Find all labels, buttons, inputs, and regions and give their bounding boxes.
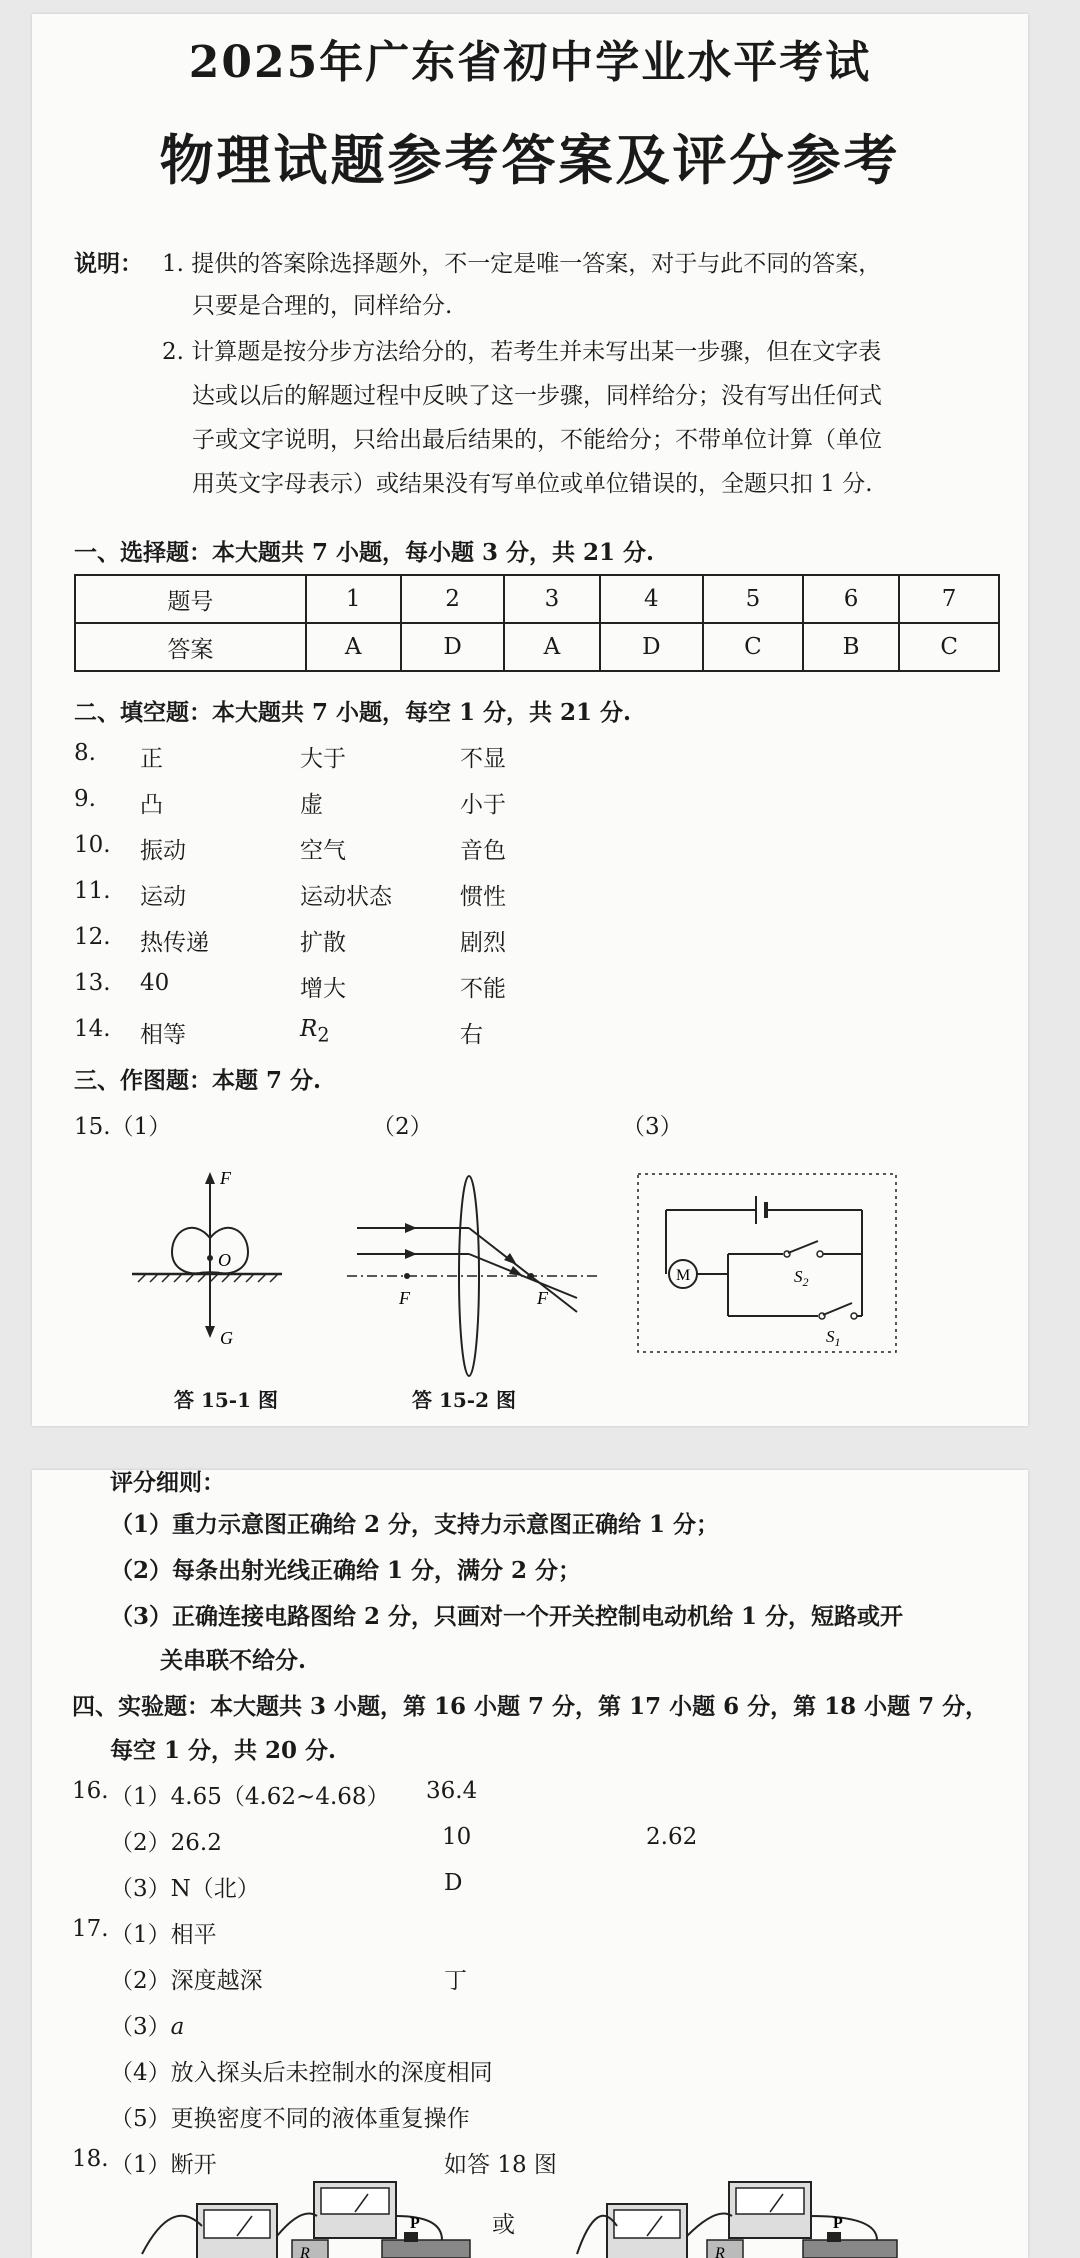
exam-title: 2025年广东省初中学业水平考试 (188, 37, 872, 88)
answer-1: A (306, 623, 401, 671)
fill-13-a: 40 (140, 970, 170, 996)
q16-r1b: 36.4 (426, 1778, 478, 1804)
section-2-heading: 二、填空题：本大题共 7 小题，每空 1 分，共 21 分. (74, 699, 632, 726)
grading-rule-3-a: （3）正确连接电路图给 2 分，只画对一个开关控制电动机给 1 分，短路或开 (110, 1603, 904, 1630)
grading-rule-1: （1）重力示意图正确给 2 分，支持力示意图正确给 1 分； (110, 1511, 720, 1538)
grading-title: 评分细则： (110, 1470, 225, 1496)
q16-r3b: D (444, 1870, 463, 1896)
fill-14-num: 14. (74, 1016, 111, 1042)
fill-8-num: 8. (74, 740, 96, 766)
q16-r2b: 10 (442, 1824, 472, 1850)
table-row-numbers (75, 575, 999, 623)
label-P-right: P (833, 2215, 843, 2232)
label-P-left: P (410, 2215, 420, 2232)
note-1-line-a: 1. 提供的答案除选择题外，不一定是唯一答案，对于与此不同的答案， (162, 251, 882, 277)
fill-14-b-letter: R (300, 1016, 318, 1042)
table-row-answers (75, 623, 999, 671)
fill-9-c: 小于 (460, 792, 506, 818)
section-4-heading-b: 每空 1 分，共 20 分. (110, 1737, 337, 1764)
answer-2: D (401, 623, 505, 671)
fill-8-b: 大于 (300, 746, 346, 772)
q17-r2a: （2）深度越深 (110, 1968, 263, 1994)
figure-15-1-caption: 答 15-1 图 (174, 1388, 278, 1412)
dashed-box (638, 1174, 896, 1352)
table-answer-label: 答案 (75, 623, 306, 671)
switch-S2-sub: 2 (802, 1275, 809, 1289)
note-2-line-d: 用英文字母表示）或结果没有写单位或单位错误的，全题只扣 1 分. (192, 471, 873, 497)
table-header-label: 题号 (75, 575, 306, 623)
note-2-line-b: 达或以后的解题过程中反映了这一步骤，同样给分；没有写出任何式 (192, 383, 882, 409)
question-number-1: 1 (306, 575, 401, 623)
notes-label: 说明： (74, 250, 143, 277)
question-number-4: 4 (600, 575, 704, 623)
q15-label: 15.（1） (74, 1114, 172, 1140)
question-number-5: 5 (703, 575, 803, 623)
q16-r2c: 2.62 (646, 1824, 698, 1850)
figure-15-2-caption: 答 15-2 图 (412, 1388, 516, 1412)
switch-S1 (823, 1303, 852, 1315)
answer-4: D (600, 623, 704, 671)
figure-18-left (142, 2176, 472, 2258)
figure-15-1 (132, 1154, 332, 1354)
rheostat-left (382, 2240, 470, 2258)
label-F-right: F (537, 1288, 548, 1308)
grading-rule-2: （2）每条出射光线正确给 1 分，满分 2 分； (110, 1557, 582, 1584)
note-1-line-b: 只要是合理的，同样给分. (192, 293, 453, 319)
fill-9-num: 9. (74, 786, 96, 812)
meter-right-dial (321, 2188, 389, 2214)
fill-12-num: 12. (74, 924, 111, 950)
force-F-arrow-icon (205, 1172, 215, 1184)
label-F: F (220, 1168, 231, 1188)
section-1-heading: 一、选择题：本大题共 7 小题，每小题 3 分，共 21 分. (74, 539, 655, 566)
q15-part3-label: （3） (622, 1114, 683, 1140)
center-point-O (207, 1255, 213, 1261)
grading-rule-3-b: 关串联不给分. (160, 1647, 307, 1674)
meter-right-dial-2 (736, 2188, 804, 2214)
q17-r1: （1）相平 (110, 1922, 217, 1948)
fill-14-c: 右 (460, 1022, 483, 1048)
exam-subtitle: 物理试题参考答案及评分参考 (159, 128, 901, 192)
refracted-ray-1 (469, 1228, 577, 1312)
question-number-7: 7 (899, 575, 999, 623)
fill-13-b: 增大 (300, 976, 346, 1002)
fill-10-c: 音色 (460, 838, 506, 864)
answer-sheet-page-1 (32, 14, 1028, 1426)
focus-left-point (404, 1273, 410, 1279)
q16-num: 16. (72, 1778, 109, 1804)
fill-14-b-sub: 2 (317, 1023, 330, 1047)
meter-left-dial (204, 2210, 270, 2238)
label-G: G (220, 1328, 233, 1348)
ray-2-arrow-icon (405, 1249, 417, 1259)
choice-answer-table (74, 574, 1000, 672)
figure-15-3-circuit (638, 1174, 938, 1364)
q16-r1a: （1）4.65（4.62~4.68） (110, 1784, 390, 1810)
figure-18-right (577, 2176, 917, 2258)
q17-r4: （4）放入探头后未控制水的深度相同 (110, 2060, 493, 2086)
fill-12-a: 热传递 (140, 930, 209, 956)
slider-P-right (827, 2232, 841, 2242)
motor-label: M (676, 1267, 691, 1284)
q15-part2-label: （2） (372, 1114, 433, 1140)
q16-r2a: （2）26.2 (110, 1830, 222, 1856)
fill-11-a: 运动 (140, 884, 186, 910)
q17-r2b: 丁 (444, 1968, 467, 1994)
fill-14-b (300, 1016, 330, 1047)
answer-5: C (703, 623, 803, 671)
q18-r1a: （1）断开 (110, 2152, 217, 2178)
fill-12-c: 剧烈 (460, 930, 506, 956)
focus-right-point (528, 1273, 534, 1279)
switch-S1-sub: 1 (834, 1335, 841, 1349)
note-2-line-a: 2. 计算题是按分步方法给分的，若考生并未写出某一步骤，但在文字表 (162, 339, 882, 365)
question-number-2: 2 (401, 575, 505, 623)
answer-sheet-page-2 (32, 1470, 1028, 2258)
switch-S1-letter: S (826, 1327, 835, 1346)
note-2-line-c: 子或文字说明，只给出最后结果的，不能给分；不带单位计算（单位 (192, 427, 882, 453)
fill-10-b: 空气 (300, 838, 346, 864)
fill-10-num: 10. (74, 832, 111, 858)
switch-S1-label (826, 1327, 841, 1349)
fill-10-a: 振动 (140, 838, 186, 864)
q18-num: 18. (72, 2146, 109, 2172)
q17-num: 17. (72, 1916, 109, 1942)
q18-r1b: 如答 18 图 (444, 2152, 557, 2178)
fill-8-c: 不显 (460, 746, 506, 772)
ray-1-arrow-icon (405, 1223, 417, 1233)
answer-6: B (803, 623, 899, 671)
resistor-R-left (292, 2240, 328, 2258)
q16-r3a: （3）N（北） (110, 1876, 260, 1902)
label-R-right: R (715, 2245, 725, 2258)
section-3-heading: 三、作图题：本题 7 分. (74, 1067, 322, 1094)
fill-13-c: 不能 (460, 976, 506, 1002)
label-F-left: F (399, 1288, 410, 1308)
slider-P-left (404, 2232, 418, 2242)
fill-11-b: 运动状态 (300, 884, 392, 910)
fill-11-c: 惯性 (460, 884, 506, 910)
fill-13-num: 13. (74, 970, 111, 996)
rheostat-right (803, 2240, 897, 2258)
fill-14-a: 相等 (140, 1022, 186, 1048)
answer-7: C (899, 623, 999, 671)
fill-11-num: 11. (74, 878, 111, 904)
question-number-6: 6 (803, 575, 899, 623)
switch-S2-letter: S (794, 1267, 803, 1286)
q17-r3-value: a (170, 2014, 185, 2040)
fill-8-a: 正 (140, 746, 163, 772)
section-4-heading-a: 四、实验题：本大题共 3 小题，第 16 小题 7 分，第 17 小题 6 分，第 18 小题 7 分， (72, 1693, 989, 1720)
q17-r5: （5）更换密度不同的液体重复操作 (110, 2106, 470, 2132)
fill-12-b: 扩散 (300, 930, 346, 956)
q17-r3 (110, 2008, 184, 2041)
label-R-left: R (300, 2245, 310, 2258)
or-label: 或 (492, 2212, 515, 2238)
fill-9-b: 虚 (300, 792, 323, 818)
switch-S2-label (794, 1267, 809, 1289)
resistor-R-right (707, 2240, 743, 2258)
fill-9-a: 凸 (140, 792, 163, 818)
force-G-arrow-icon (205, 1326, 215, 1338)
q17-r3-prefix: （3） (110, 2014, 171, 2040)
question-number-3: 3 (504, 575, 599, 623)
meter-left-dial-2 (614, 2210, 680, 2238)
switch-S2 (788, 1241, 818, 1253)
label-O: O (218, 1250, 231, 1270)
answer-3: A (504, 623, 599, 671)
figure-15-2 (347, 1164, 607, 1374)
refracted-ray-1-arrow-icon (504, 1253, 517, 1265)
